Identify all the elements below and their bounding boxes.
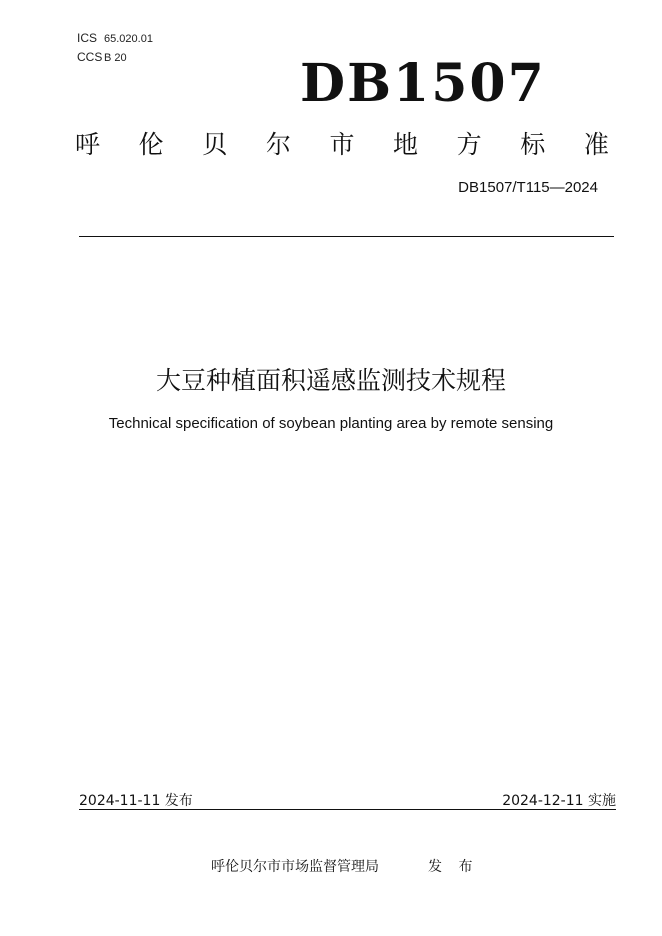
standard-type-char: 市: [329, 130, 355, 159]
ics-value: 65.020.01: [104, 33, 153, 45]
issue-date: 2024-11-11 发布: [79, 793, 193, 809]
standard-type-char: 准: [583, 130, 609, 159]
issuing-authority: 呼伦贝尔市市场监督管理局: [211, 859, 379, 875]
standard-type-char: 方: [456, 130, 482, 159]
document-title-chinese: 大豆种植面积遥感监测技术规程: [155, 366, 506, 395]
db-code: DB1507: [300, 53, 546, 114]
standard-type-char: 伦: [138, 130, 164, 159]
standard-type-char: 呼: [75, 130, 101, 159]
standard-type-char: 尔: [265, 130, 291, 159]
standard-type-heading: [75, 132, 609, 157]
issue-action: 发 布: [428, 859, 479, 875]
implementation-date: 2024-12-11 实施: [502, 793, 616, 809]
standard-type-char: 标: [520, 130, 546, 159]
standard-number: DB1507/T115—2024: [458, 179, 598, 196]
ccs-label: CCS: [77, 50, 103, 64]
document-title-english: Technical specification of soybean planting area by remote sensing: [108, 415, 554, 432]
header-divider: [79, 236, 614, 237]
ccs-value: B 20: [104, 52, 127, 64]
ics-label: ICS: [77, 31, 98, 45]
standard-type-char: 地: [393, 130, 419, 159]
standard-type-char: 贝: [202, 130, 228, 159]
footer-divider: [79, 809, 616, 810]
